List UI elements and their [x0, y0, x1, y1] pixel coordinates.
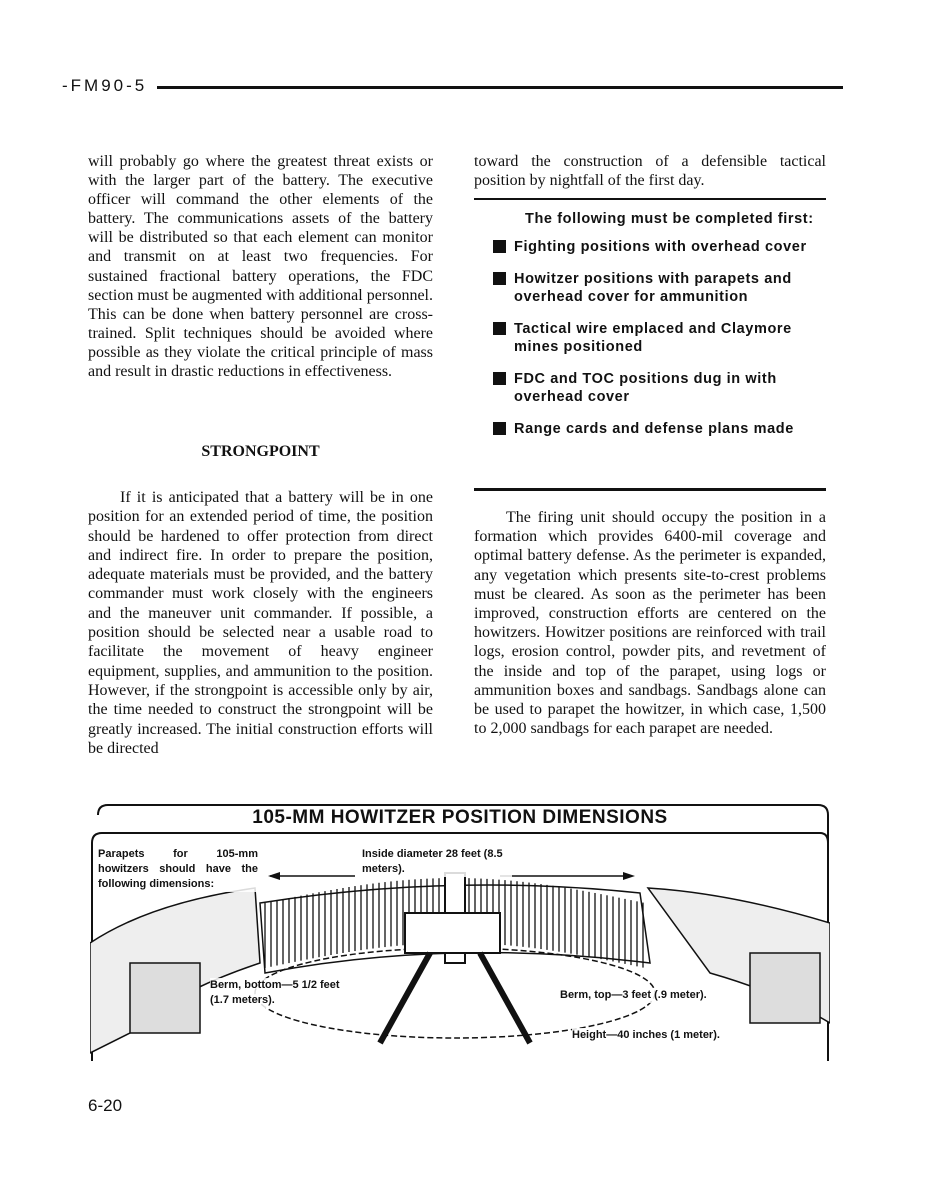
right-column-paragraph-1 — [474, 152, 826, 190]
item-text: Howitzer positions with parapets and overhead cover for ammunition — [514, 271, 792, 305]
header-rule — [157, 86, 843, 89]
bullet-square-icon — [493, 422, 506, 435]
body-text: will probably go where the greatest threat exists or with the larger part of the battery. The executive officer will command the other elements of the battery. The communications assets of the battery will be distributed so that each element can monitor and transmit on at least two frequencies. For sustained fractional battery operations, the FDC section must be augmented with additional personnel. This can be done when battery personnel are cross-trained. Split techniques should be avoided where possible as they violate the critical principle of mass and result in drastic reductions in effectiveness. — [88, 153, 433, 381]
item-text: Range cards and defense plans made — [514, 421, 794, 437]
checklist-intro: The following must be completed first: — [525, 211, 814, 227]
checklist-item — [493, 370, 823, 406]
page-number: 6-20 — [88, 1096, 123, 1115]
body-text: The firing unit should occupy the position in a formation which provides 6400-mil coverage and optimal battery defense. As the perimeter is expanded, any vegetation which presents site-to-crest problems must be cleared. As soon as the perimeter has been improved, construction efforts are centered on the howitzers. Howitzer positions are reinforced with trail logs, erosion control, powder pits, and revetment of the inside and top of the parapet, using logs or ammunition boxes and sandbags. Sandbags alone can be used to parapet the howitzer, in which case, 1,500 to 2,000 sandbags for each parapet are needed. — [474, 509, 826, 738]
checklist-item — [493, 320, 823, 356]
label-inside-diameter: Inside diameter 28 feet (8.5 meters). — [362, 847, 512, 877]
body-text: toward the construction of a defensible tactical position by nightfall of the first day. — [474, 153, 826, 190]
section-heading: STRONGPOINT — [201, 443, 320, 460]
checklist-item — [493, 238, 823, 256]
running-head: -FM90-5 — [62, 76, 148, 95]
left-column-paragraph-2 — [88, 488, 433, 758]
bullet-square-icon — [493, 272, 506, 285]
bullet-square-icon — [493, 240, 506, 253]
item-text: Tactical wire emplaced and Claymore mines positioned — [514, 321, 792, 355]
item-text: FDC and TOC positions dug in with overhead cover — [514, 371, 777, 405]
howitzer-position-illustration — [90, 803, 830, 1063]
box-top-rule — [474, 198, 826, 200]
label-berm-bottom: Berm, bottom—5 1/2 feet (1.7 meters). — [210, 978, 350, 1008]
right-column-paragraph-2 — [474, 508, 826, 738]
item-text: Fighting positions with overhead cover — [514, 239, 807, 255]
label-parapets: Parapets for 105-mm howitzers should have the following dimensions: — [98, 848, 258, 890]
checklist-item — [493, 420, 823, 438]
checklist-item — [493, 270, 823, 306]
label-berm-top: Berm, top—3 feet (.9 meter). — [560, 988, 720, 1003]
howitzer-figure — [90, 803, 830, 1063]
body-text: If it is anticipated that a battery will be in one position for an extended period of time, the position should be hardened to offer protection from direct and indirect fire. In order to prepare the position, adequate materials must be provided, and the battery commander must work closely with the engineers and the maneuver unit commander. If possible, a position should be selected near a usable road to facilitate the movement of heavy engineer equipment, supplies, and ammunition to the position. However, if the strongpoint is accessible only by air, the time needed to construct the strongpoint will be greatly increased. The initial construction efforts will be directed — [88, 489, 433, 757]
figure-title: 105-MM HOWITZER POSITION DIMENSIONS — [252, 807, 668, 828]
left-column-paragraph-1 — [88, 152, 433, 381]
bullet-square-icon — [493, 322, 506, 335]
checklist-box — [493, 210, 823, 452]
box-bottom-rule — [474, 488, 826, 491]
bullet-square-icon — [493, 372, 506, 385]
label-height: Height—40 inches (1 meter). — [572, 1028, 732, 1043]
